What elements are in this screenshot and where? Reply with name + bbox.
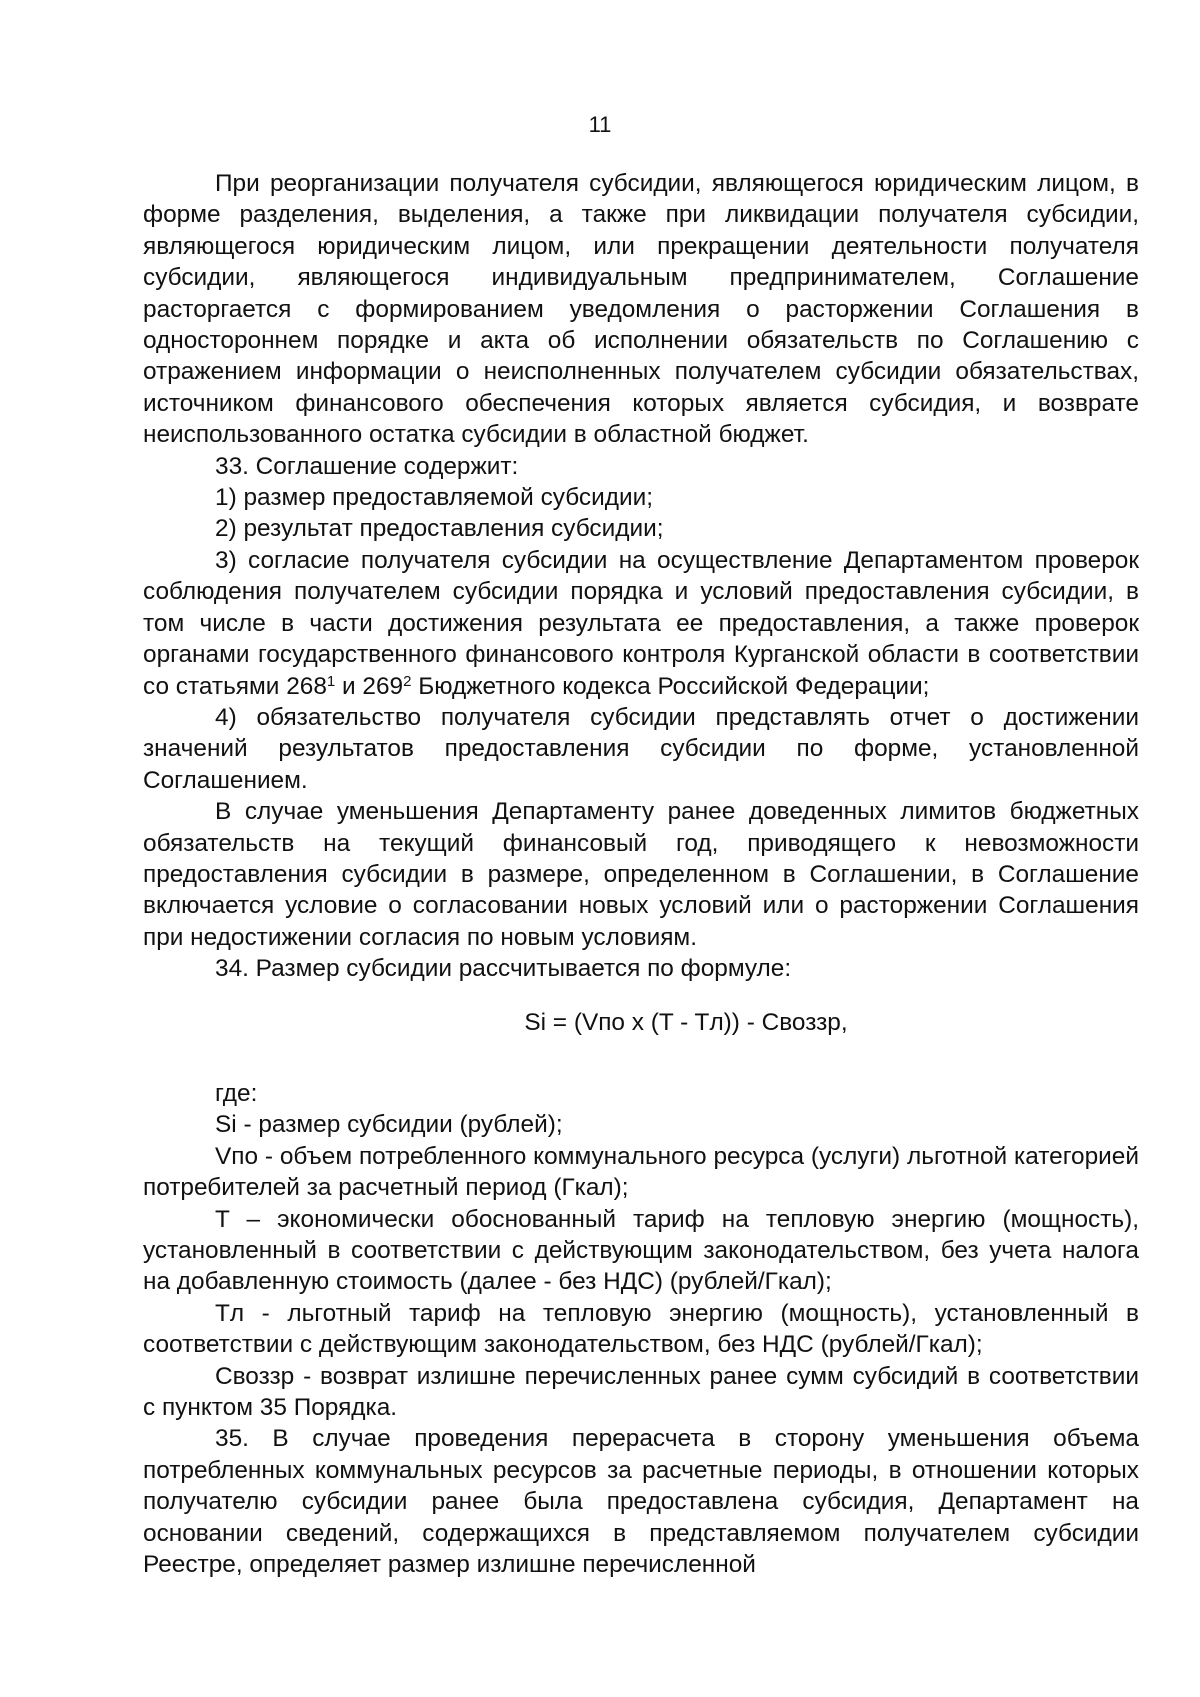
paragraph-where: где: — [215, 1079, 258, 1107]
paragraph-34-heading: 34. Размер субсидии рассчитывается по формуле: — [215, 955, 792, 983]
paragraph-33-heading: 33. Соглашение содержит: — [215, 452, 519, 480]
paragraph-33-item-3 — [143, 545, 1139, 702]
item-3-text: 3) согласие получателя субсидии на осуществление Департаментом проверок соблюдения получателем субсидии порядка и условий предоставления субсидии, в том числе в части достижения результата ее предоставления, а также проверок органами государственного финансового контроля Курганской области в соответствии со статьями 268 — [143, 546, 1139, 700]
definition-t: T – экономически обоснованный тариф на тепловую энергию (мощность), установленный в соответствии с действующим законодательством, без учета налога на добавленную стоимость (далее - без НДС) (рублей/Гкал); — [143, 1205, 1139, 1296]
document-body — [143, 168, 1139, 1580]
definition-tl: Tл - льготный тариф на тепловую энергию (мощность), установленный в соответствии с действующим законодательством, без НДС (рублей/Гкал); — [143, 1299, 1139, 1359]
item-3-text-end: Бюджетного кодекса Российской Федерации; — [411, 672, 930, 700]
definition-si: Si - размер субсидии (рублей); — [215, 1111, 563, 1139]
superscript-2: 2 — [403, 672, 412, 690]
paragraph-35: 35. В случае проведения перерасчета в сторону уменьшения объема потребленных коммунальных ресурсов за расчетные периоды, в отношении которых получателю субсидии ранее была предоставлена субсидия, Департамент на основании сведений, содержащихся в представляемом получателем субсидии Реестре, определяет размер излишне перечисленной — [143, 1425, 1139, 1579]
paragraph-reorganization: При реорганизации получателя субсидии, являющегося юридическим лицом, в форме разделения, выделения, а также при ликвидации получателя субсидии, являющегося юридическим лицом, или прекращении деятельности получателя субсидии, являющегося индивидуальным предпринимателем, Соглашение расторгается с формированием уведомления о расторжении Соглашения в одностороннем порядке и акта об исполнении обязательств по Соглашению с отражением информации о неисполненных получателем субсидии обязательствах, источником финансового обеспечения которых является субсидия, и возврате неиспользованного остатка субсидии в областной бюджет. — [143, 170, 1139, 449]
paragraph-33-item-4: 4) обязательство получателя субсидии представлять отчет о достижении значений результатов предоставления субсидии по форме, установленной Соглашением. — [143, 703, 1139, 794]
subsidy-formula: Si = (Vпо x (T - Tл)) - Своззр, — [524, 1008, 848, 1036]
superscript-1: 1 — [326, 672, 336, 690]
paragraph-33-item-1: 1) размер предоставляемой субсидии; — [215, 484, 654, 512]
page-number: 11 — [588, 112, 612, 137]
definition-svozvr: Своззр - возврат излишне перечисленных ранее сумм субсидий в соответствии с пунктом 35 Порядка. — [143, 1362, 1139, 1422]
paragraph-33-item-2: 2) результат предоставления субсидии; — [215, 515, 664, 543]
paragraph-limits-reduction: В случае уменьшения Департаменту ранее доведенных лимитов бюджетных обязательств на текущий финансовый год, приводящего к невозможности предоставления субсидии в размере, определенном в Соглашении, в Соглашение включается условие о согласовании новых условий или о расторжении Соглашения при недостижении согласия по новым условиям. — [143, 798, 1139, 951]
item-3-text-mid: и 269 — [335, 672, 404, 700]
definition-vpo: Vпо - объем потребленного коммунального ресурса (услуги) льготной категорией потребителей за расчетный период (Гкал); — [143, 1142, 1139, 1202]
